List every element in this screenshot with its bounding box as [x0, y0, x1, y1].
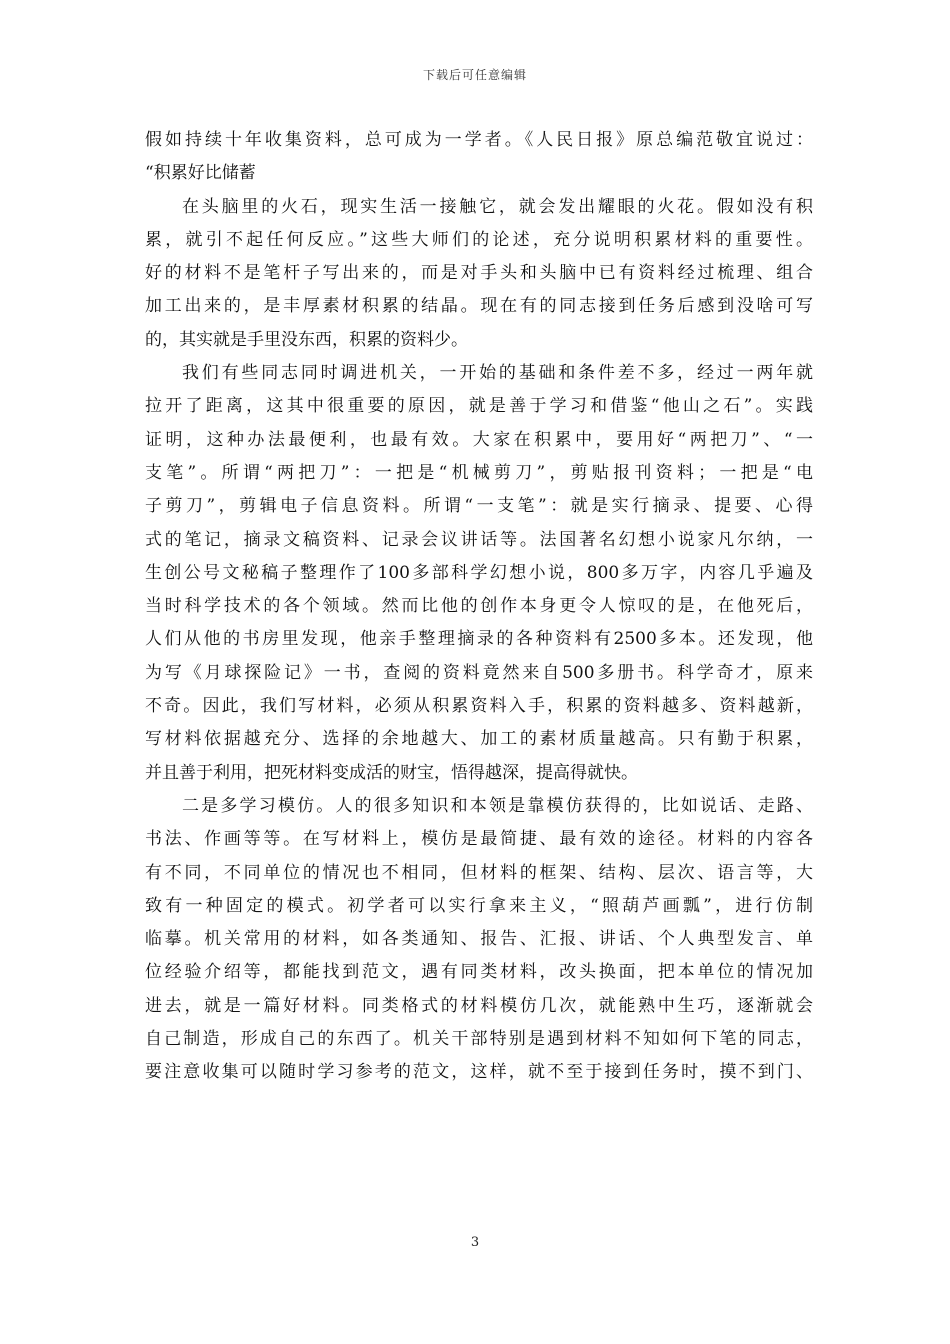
text-line: 位经验介绍等，都能找到范文，遇有同类材料，改头换面，把本单位的情况加 — [145, 962, 813, 983]
text-line: 支笔”。所谓“两把刀”：一把是“机械剪刀”，剪贴报刊资料；一把是“电 — [145, 462, 813, 483]
text-line: 有不同，不同单位的情况也不相同，但材料的框架、结构、层次、语言等，大 — [145, 862, 813, 883]
text-line: 拉开了距离，这其中很重要的原因，就是善于学习和借鉴“他山之石”。实践 — [145, 396, 813, 417]
text-line: 生创公号文秘稿子整理作了100多部科学幻想小说，800多万字，内容几乎遍及 — [145, 562, 813, 583]
text-line: 写材料依据越充分、选择的余地越大、加工的素材质量越高。只有勤于积累， — [145, 729, 813, 750]
text-line: 的，其实就是手里没东西，积累的资料少。 — [145, 329, 468, 350]
text-line: 当时科学技术的各个领域。然而比他的创作本身更令人惊叹的是，在他死后， — [145, 596, 813, 617]
text-line: 子剪刀”，剪辑电子信息资料。所谓“一支笔”：就是实行摘录、提要、心得 — [145, 496, 813, 517]
text-line: 进去，就是一篇好材料。同类格式的材料模仿几次，就能熟中生巧，逐渐就会 — [145, 995, 813, 1016]
text-line: 人们从他的书房里发现，他亲手整理摘录的各种资料有2500多本。还发现，他 — [145, 629, 813, 650]
text-line: 加工出来的，是丰厚素材积累的结晶。现在有的同志接到任务后感到没啥可写 — [145, 296, 813, 317]
text-line: 好的材料不是笔杆子写出来的，而是对手头和头脑中已有资料经过梳理、组合 — [145, 263, 813, 284]
text-line: 假如持续十年收集资料，总可成为一学者。《人民日报》原总编范敬宜说过： — [145, 130, 813, 150]
text-line: 证明，这种办法最便利，也最有效。大家在积累中，要用好“两把刀”、“一 — [145, 429, 813, 450]
text-line: 并且善于利用，把死材料变成活的财宝，悟得越深，提高得就快。 — [145, 762, 638, 783]
text-line: 临摹。机关常用的材料，如各类通知、报告、汇报、讲话、个人典型发言、单 — [145, 929, 813, 950]
page-number: 3 — [470, 1235, 480, 1250]
text-line: 要注意收集可以随时学习参考的范文，这样，就不至于接到任务时，摸不到门、 — [145, 1062, 813, 1083]
text-line: 不奇。因此，我们写材料，必须从积累资料入手，积累的资料越多、资料越新， — [145, 696, 813, 717]
text-line: “积累好比储蓄 — [145, 163, 256, 184]
text-line: 为写《月球探险记》一书，查阅的资料竟然来自500多册书。科学奇才，原来 — [145, 662, 813, 683]
text-line: 式的笔记，摘录文稿资料、记录会议讲话等。法国著名幻想小说家凡尔纳，一 — [145, 529, 813, 550]
text-line: 致有一种固定的模式。初学者可以实行拿来主义，“照葫芦画瓢”，进行仿制 — [145, 895, 813, 916]
text-line: 自己制造，形成自己的东西了。机关干部特别是遇到材料不知如何下笔的同志， — [145, 1029, 813, 1050]
body-text — [145, 124, 813, 1090]
text-line: 书法、作画等等。在写材料上，模仿是最简捷、最有效的途径。材料的内容各 — [145, 829, 813, 850]
paragraph-first-line: 二是多学习模仿。人的很多知识和本领是靠模仿获得的，比如说话、走路、 — [182, 795, 813, 816]
paragraph-first-line: 在头脑里的火石，现实生活一接触它，就会发出耀眼的火花。假如没有积 — [182, 196, 813, 217]
text-line: 累，就引不起任何反应。”这些大师们的论述，充分说明积累材料的重要性。 — [145, 229, 813, 250]
paragraph-first-line: 我们有些同志同时调进机关，一开始的基础和条件差不多，经过一两年就 — [182, 363, 813, 384]
page-header: 下载后可任意编辑 — [422, 68, 527, 82]
